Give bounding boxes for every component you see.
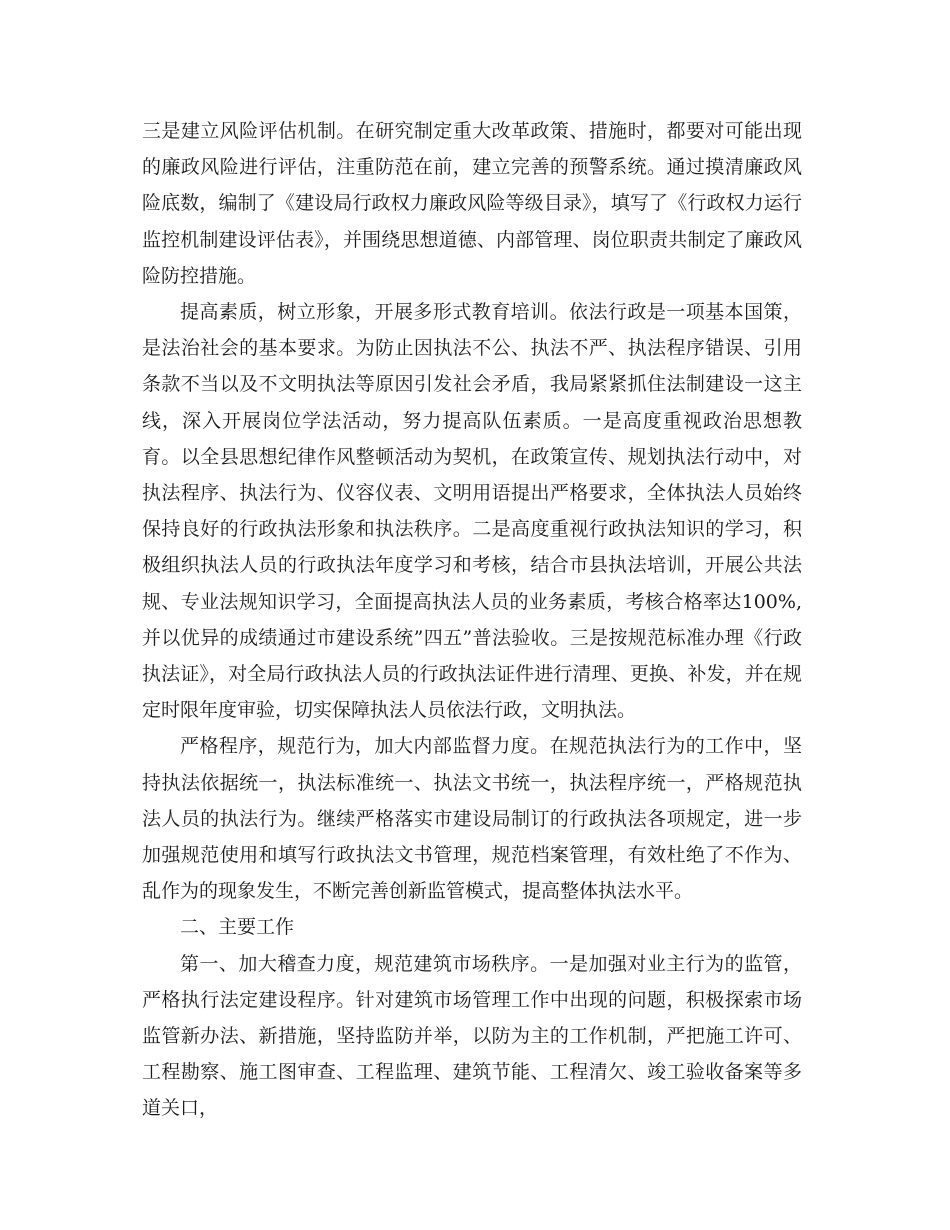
section-heading-main-work: 二、主要工作 <box>180 916 295 939</box>
paragraph-internal-supervision: 严格程序，规范行为，加大内部监督力度。在规范执法行为的工作中，坚持执法依据统一，执法标准统一、执法文书统一，执法程序统一，严格规范执法人员的执法行为。继续严格落实市建设局制订的行政执法各项规定，进一步加强规范使用和填写行政执法文书管理，规范档案管理，有效杜绝了不作为、乱作为的现象发生，不断完善创新监管模式，提高整体执法水平。 <box>142 735 802 903</box>
paragraph-education-training: 提高素质，树立形象，开展多形式教育培训。依法行政是一项基本国策，是法治社会的基本要求。为防止因执法不公、执法不严、执法程序错误、引用条款不当以及不文明执法等原因引发社会矛盾，我局紧紧抓住法制建设一这主线，深入开展岗位学法活动，努力提高队伍素质。一是高度重视政治思想教育。以全县思想纪律作风整顿活动为契机，在政策宣传、规划执法行动中，对执法程序、执法行为、仪容仪表、文明用语提出严格要求，全体执法人员始终保持良好的行政执法形象和执法秩序。二是高度重视行政执法知识的学习，积极组织执法人员的行政执法年度学习和考核，结合市县执法培训，开展公共法规、专业法规知识学习，全面提高执法人员的业务素质，考核合格率达100%,并以优异的成绩通过市建设系统”四五”普法验收。三是按规范标准办理《行政执法证》，对全局行政执法人员的行政执法证件进行清理、更换、补发，并在规定时限年度审验，切实保障执法人员依法行政，文明执法。 <box>142 301 802 722</box>
document-body <box>142 113 802 1127</box>
paragraph-risk-assessment: 三是建立风险评估机制。在研究制定重大改革政策、措施时，都要对可能出现的廉政风险进行评估，注重防范在前，建立完善的预警系统。通过摸清廉政风险底数，编制了《建设局行政权力廉政风险等级目录》，填写了《行政权力运行监控机制建设评估表》，并围绕思想道德、内部管理、岗位职责共制定了廉政风险防控措施。 <box>142 120 802 287</box>
paragraph-market-inspection: 第一、加大稽查力度，规范建筑市场秩序。一是加强对业主行为的监管，严格执行法定建设程序。针对建筑市场管理工作中出现的问题，积极探索市场监管新办法、新措施，坚持监防并举，以防为主的工作机制，严把施工许可、工程勘察、施工图审查、工程监理、建筑节能、工程清欠、竣工验收备案等多道关口， <box>142 952 802 1120</box>
